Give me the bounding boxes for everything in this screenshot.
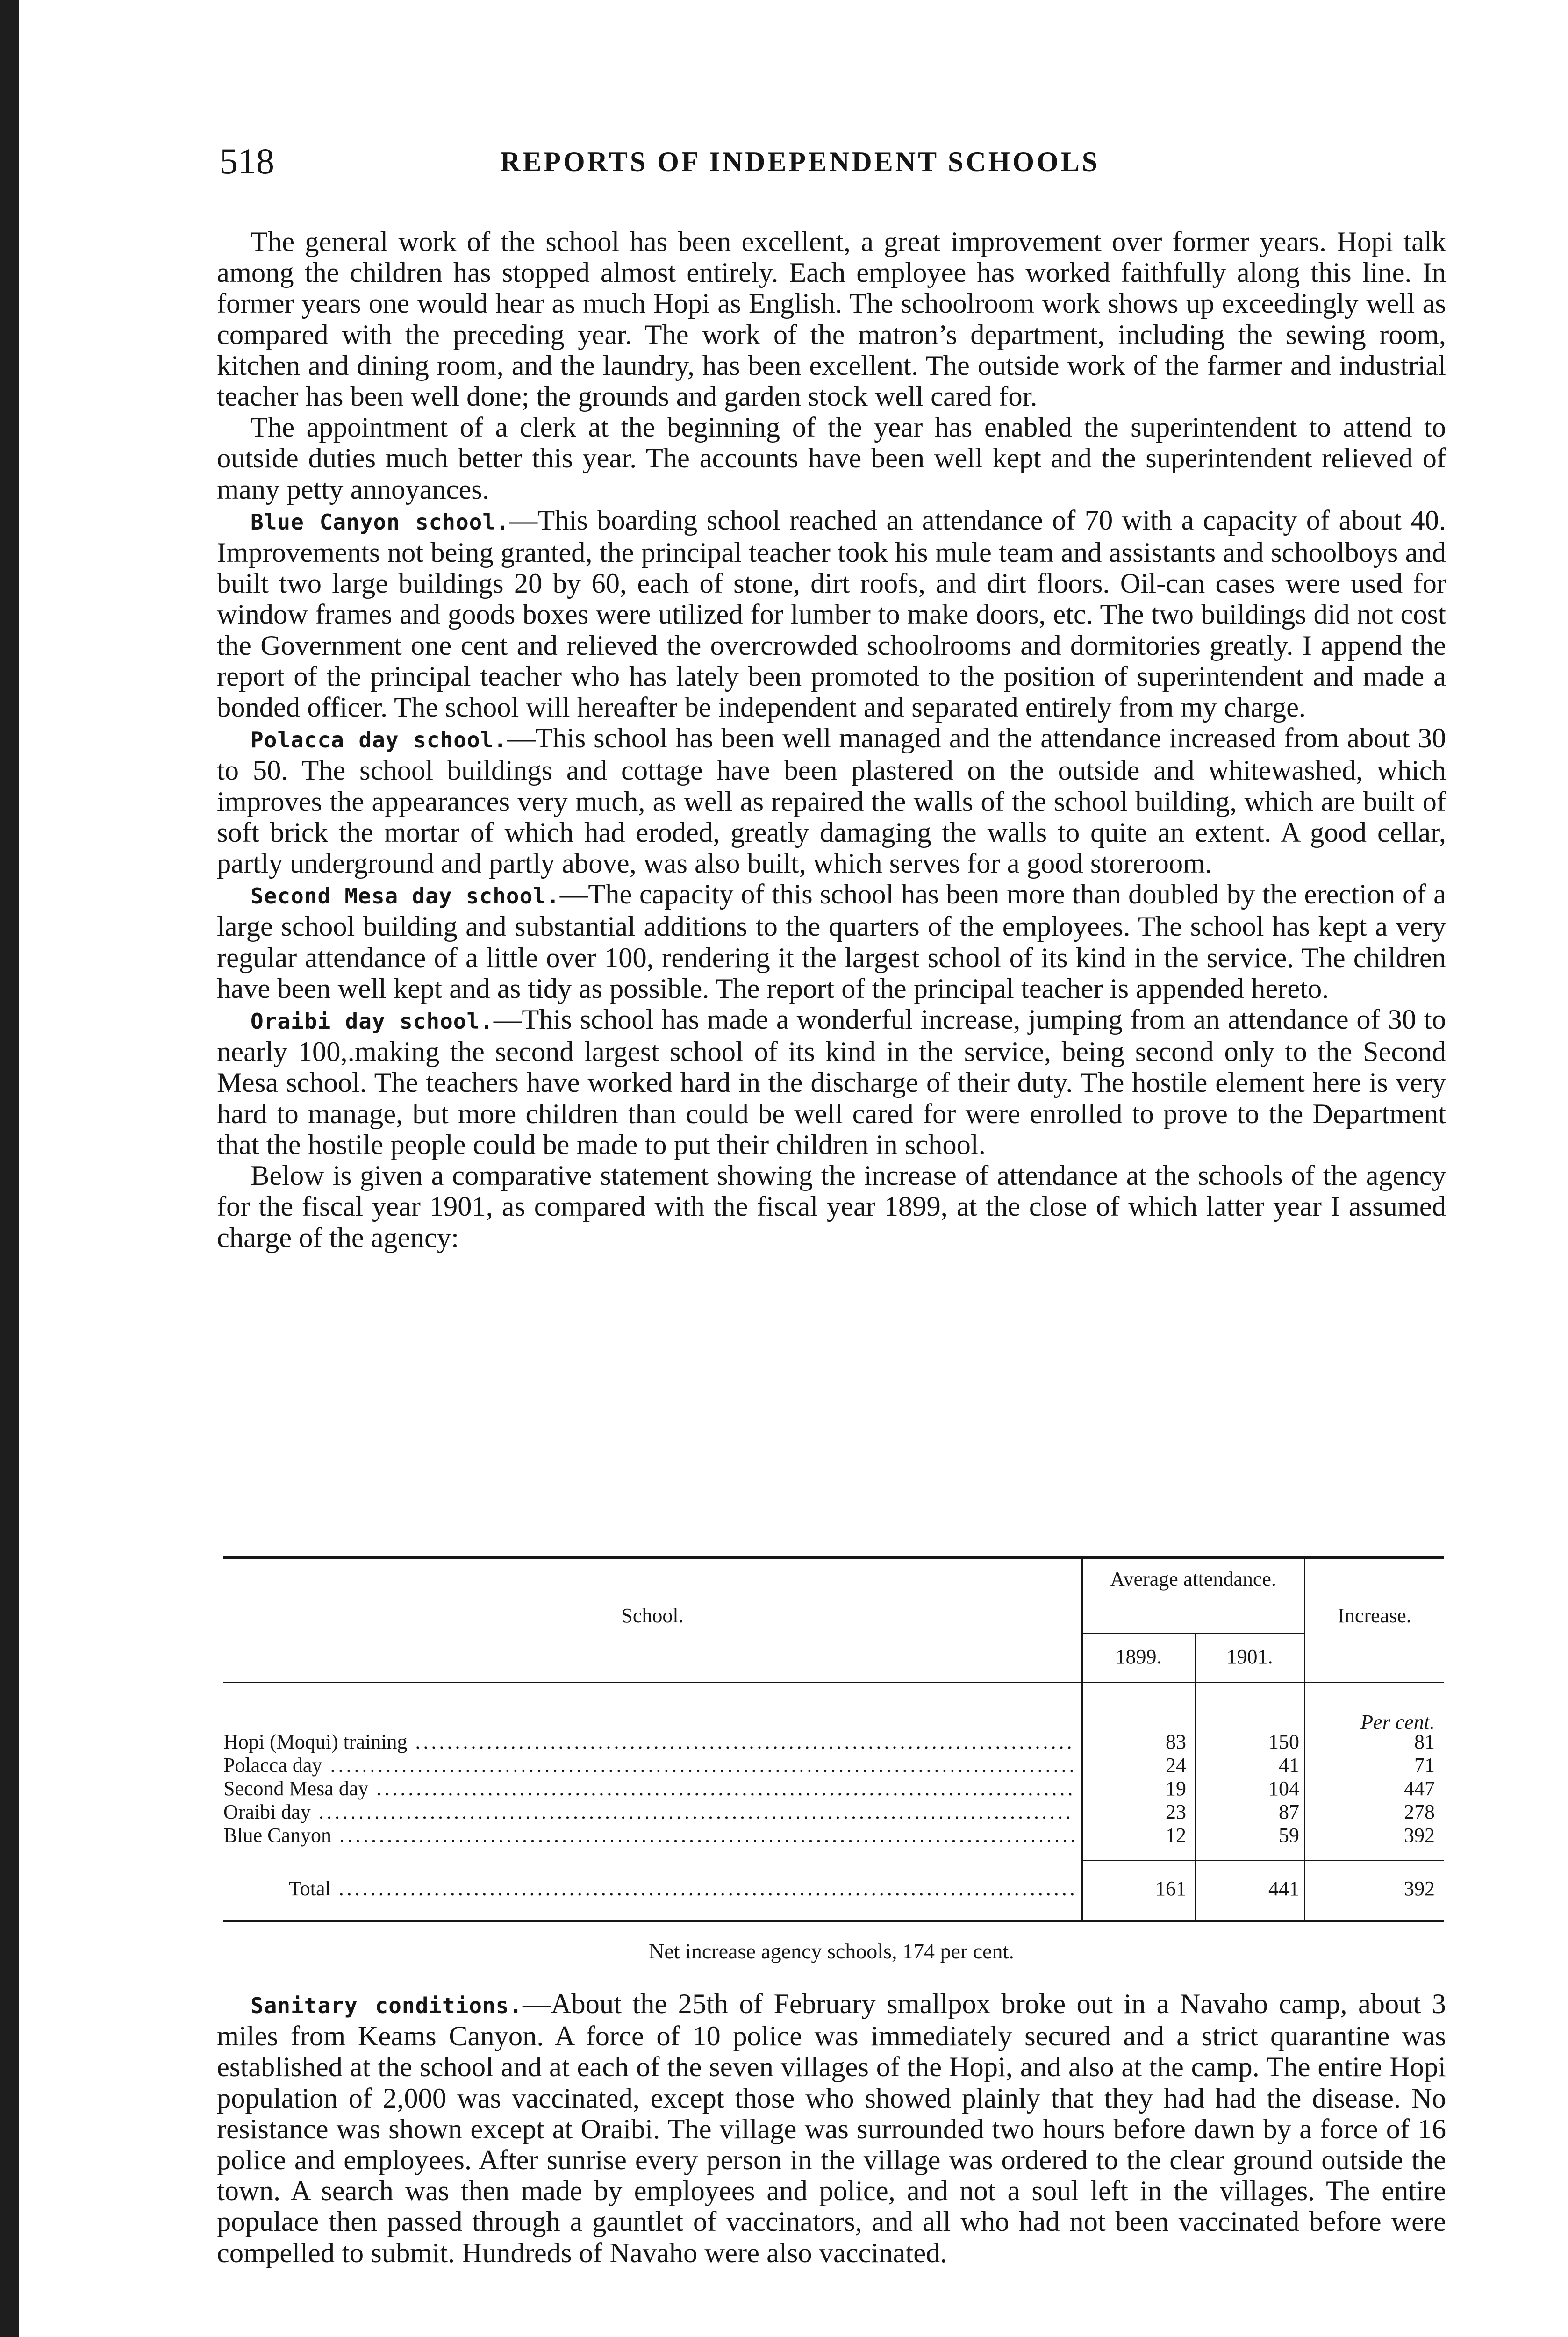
paragraph-lead: Polacca day school. xyxy=(251,727,508,753)
paragraph-clerk xyxy=(217,412,1446,505)
total-increase: 392 xyxy=(1404,1877,1435,1900)
row-1901: 87 xyxy=(1279,1800,1299,1823)
row-increase: 447 xyxy=(1404,1777,1435,1800)
row-increase: 392 xyxy=(1404,1824,1435,1847)
row-1901: 104 xyxy=(1268,1777,1299,1800)
header-school: School. xyxy=(621,1604,684,1627)
row-1899: 12 xyxy=(1166,1824,1186,1847)
paragraph-second-mesa xyxy=(217,879,1446,1004)
paragraph-lead: Oraibi day school. xyxy=(251,1009,494,1034)
paragraph-text: —The capacity of this school has been more than doubled by the erection of a large school building and substantial additions to the quarters of the employees. The school has kept a very regular attendance of a little over 100, rendering it the largest school of its kind in the service. The children have been well kept and as tidy as possible. The report of the principal teacher is appended hereto. xyxy=(217,879,1446,1004)
row-1899: 83 xyxy=(1166,1730,1186,1753)
row-1901: 59 xyxy=(1279,1824,1299,1847)
row-school: Blue Canyon ..... xyxy=(223,1824,1075,1847)
table-subheader-rule xyxy=(1082,1633,1304,1634)
paragraph-lead: Sanitary conditions. xyxy=(251,1993,523,2018)
total-label: Total ..... xyxy=(289,1877,1075,1900)
paragraph-text: —This school has been well managed and the attendance increased from about 30 to 50. The school buildings and cottage have been plastered on the outside and whitewashed, which improves the appearances very much, as well as repaired the walls of the school building, which are built of soft brick the mortar of which had eroded, greatly damaging the walls to quite an extent. A good cellar, partly underground and partly above, was also built, which serves for a good storeroom. xyxy=(217,723,1446,880)
attendance-table xyxy=(223,1553,1444,1927)
page-number: 518 xyxy=(220,141,274,181)
row-school: Oraibi day ..... xyxy=(223,1800,1075,1824)
row-school: Hopi (Moqui) training ..... xyxy=(223,1730,1075,1754)
row-1899: 23 xyxy=(1166,1800,1186,1823)
table-top-rule xyxy=(223,1556,1444,1559)
paragraph-general-work xyxy=(217,227,1446,412)
row-1899: 24 xyxy=(1166,1754,1186,1777)
row-1901: 41 xyxy=(1279,1754,1299,1777)
net-increase-note: Net increase agency schools, 174 per cent. xyxy=(649,1939,1014,1963)
row-increase: 81 xyxy=(1414,1730,1435,1753)
row-increase: 71 xyxy=(1414,1754,1435,1777)
row-increase: 278 xyxy=(1404,1800,1435,1823)
table-total-rule xyxy=(1082,1860,1444,1861)
paragraph-polacca xyxy=(217,723,1446,879)
header-1899: 1899. xyxy=(1115,1645,1162,1668)
paragraph-lead: Blue Canyon school. xyxy=(251,509,509,535)
running-head xyxy=(220,140,1444,196)
sanitary-section xyxy=(217,1989,1446,2269)
scan-border-left xyxy=(0,0,19,2337)
header-increase: Increase. xyxy=(1338,1604,1411,1627)
paragraph-blue-canyon xyxy=(217,505,1446,723)
total-1899: 161 xyxy=(1155,1877,1186,1900)
paragraph-text: —About the 25th of February smallpox broke out in a Navaho camp, about 3 miles from Keams Canyon. A force of 10 police was immediately secured and a strict quarantine was established at the school and at each of the seven villages of the Hopi, and also at the camp. The entire Hopi population of 2,000 was vaccinated, except those who showed plainly that they had had the disease. No resistance was shown except at Oraibi. The village was surrounded two hours before dawn by a force of 16 police and employees. After sunrise every person in the village was ordered to the clear ground outside the town. A search was then made by employees and police, and not a soul left in the villages. The entire populace then passed through a gauntlet of vaccinators, and all who had not been vaccinated before were compelled to submit. Hundreds of Navaho were also vaccinated. xyxy=(217,1988,1446,2269)
running-title: REPORTS OF INDEPENDENT SCHOOLS xyxy=(500,146,1100,177)
paragraph-text: The appointment of a clerk at the beginning of the year has enabled the superintendent to attend to outside duties much better this year. The accounts have been well kept and the superintendent relieved of many petty annoyances. xyxy=(217,412,1446,505)
paragraph-text: —This boarding school reached an attendance of 70 with a capacity of about 40. Improvements not being granted, the principal teacher took his mule team and assistants and schoolboys and built two large buildings 20 by 60, each of stone, dirt roofs, and dirt floors. Oil-can cases were used for window frames and goods boxes were utilized for lumber to make doors, etc. The two buildings did not cost the Government one cent and relieved the overcrowded schoolrooms and dormitories greatly. I append the report of the principal teacher who has lately been promoted to the position of superintendent and made a bonded officer. The school will hereafter be independent and separated entirely from my charge. xyxy=(217,504,1446,724)
header-average-attendance: Average attendance. xyxy=(1110,1568,1276,1591)
paragraph-text: The general work of the school has been excellent, a great improvement over former years. Hopi talk among the children has stopped almost entirely. Each employee has worked faithfully along this line. In former years one would hear as much Hopi as English. The schoolroom work shows up exceedingly well as compared with the preceding year. The work of the matron’s department, including the sewing room, kitchen and dining room, and the laundry, has been excellent. The outside work of the farmer and industrial teacher has been well done; the grounds and garden stock well cared for. xyxy=(217,226,1446,413)
header-1901: 1901. xyxy=(1226,1645,1273,1668)
paragraph-sanitary xyxy=(217,1989,1446,2269)
table-header-rule xyxy=(223,1682,1444,1683)
header-per-cent: Per cent. xyxy=(1360,1711,1435,1734)
body-text xyxy=(217,227,1446,1254)
total-1901: 441 xyxy=(1268,1877,1299,1900)
paragraph-text: Below is given a comparative statement showing the increase of attendance at the schools of the agency for the fiscal year 1901, as compared with the fiscal year 1899, at the close of which latter year I assumed charge of the agency: xyxy=(217,1160,1446,1254)
paragraph-lead: Second Mesa day school. xyxy=(251,883,560,909)
row-1899: 19 xyxy=(1166,1777,1186,1800)
table-bottom-rule xyxy=(223,1920,1444,1922)
row-school: Second Mesa day ..... xyxy=(223,1777,1075,1800)
paragraph-oraibi xyxy=(217,1004,1446,1161)
row-school: Polacca day ..... xyxy=(223,1754,1075,1777)
paragraph-text: —This school has made a wonderful increase, jumping from an attendance of 30 to nearly 100,.making the second largest school of its kind in the service, being second only to the Second Mesa school. The teachers have worked hard in the discharge of their duty. The hostile element here is very hard to manage, but more children than could be well cared for were enrolled to prove to the Department that the hostile people could be made to put their children in school. xyxy=(217,1004,1446,1161)
row-1901: 150 xyxy=(1268,1730,1299,1753)
paragraph-comparative-intro xyxy=(217,1161,1446,1254)
